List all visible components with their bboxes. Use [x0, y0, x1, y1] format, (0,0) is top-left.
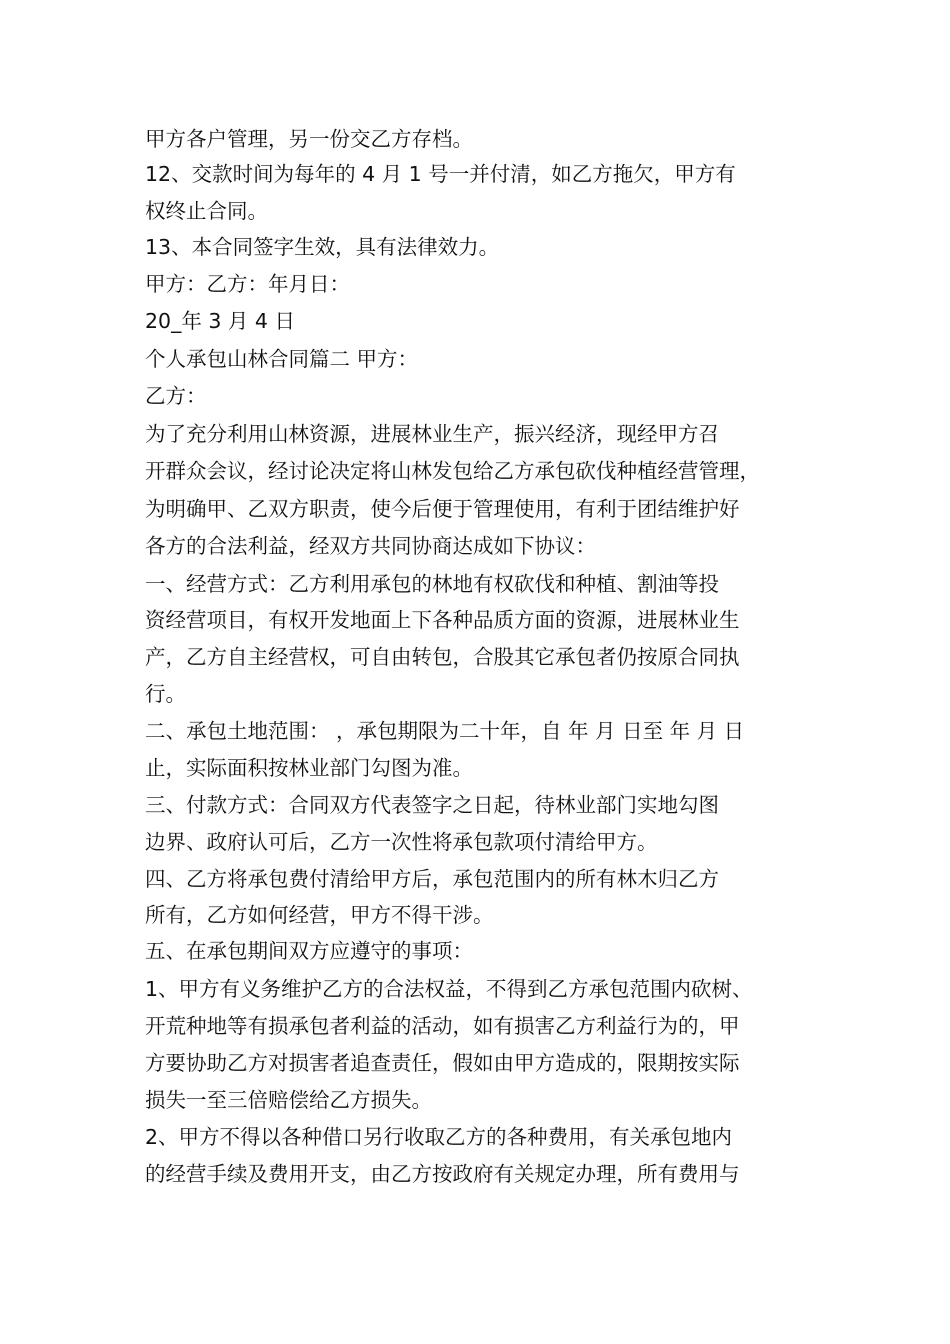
- text-line: 的经营手续及费用开支，由乙方按政府有关规定办理，所有费用与: [145, 1162, 740, 1186]
- text-line: 方要协助乙方对损害者追查责任，假如由甲方造成的，限期按实际: [145, 1051, 740, 1075]
- text-line: 行。: [145, 682, 186, 706]
- text-line: 各方的合法利益，经双方共同协商达成如下协议：: [145, 534, 596, 558]
- text-line: 20_年 3 月 4 日: [145, 309, 295, 333]
- text-line: 权终止合同。: [145, 199, 268, 223]
- text-line: 五、在承包期间双方应遵守的事项：: [145, 939, 473, 963]
- text-line: 二、承包土地范围： ，承包期限为二十年，自 年 月 日至 年 月 日: [145, 719, 745, 743]
- text-line: 为了充分利用山林资源，进展林业生产，振兴经济，现经甲方召: [145, 422, 719, 446]
- text-line: 13、本合同签字生效，具有法律效力。: [145, 235, 500, 259]
- text-line: 开荒种地等有损承包者利益的活动，如有损害乙方利益行为的，甲: [145, 1014, 740, 1038]
- text-line: 四、乙方将承包费付清给甲方后，承包范围内的所有林木归乙方: [145, 867, 719, 891]
- text-line: 边界、政府认可后，乙方一次性将承包款项付清给甲方。: [145, 830, 658, 854]
- text-line: 三、付款方式：合同双方代表签字之日起，待林业部门实地勾图: [145, 793, 719, 817]
- text-line: 止，实际面积按林业部门勾图为准。: [145, 756, 473, 780]
- text-line: 乙方：: [145, 384, 207, 408]
- text-line: 为明确甲、乙双方职责，使今后便于管理使用，有利于团结维护好: [145, 497, 740, 521]
- text-line: 损失一至三倍赔偿给乙方损失。: [145, 1088, 432, 1112]
- text-line: 所有，乙方如何经营，甲方不得干涉。: [145, 903, 494, 927]
- text-line: 甲方各户管理，另一份交乙方存档。: [145, 127, 473, 151]
- text-line: 甲方：乙方：年月日：: [145, 272, 350, 296]
- text-line: 1、甲方有义务维护乙方的合法权益，不得到乙方承包范围内砍树、: [145, 977, 753, 1001]
- section-title: 个人承包山林合同篇二 甲方：: [145, 347, 419, 371]
- text-line: 一、经营方式：乙方利用承包的林地有权砍伐和种植、割油等投: [145, 572, 719, 596]
- text-line: 资经营项目，有权开发地面上下各种品质方面的资源，进展林业生: [145, 608, 740, 632]
- text-line: 开群众会议，经讨论决定将山林发包给乙方承包砍伐种植经营管理，: [145, 459, 760, 483]
- text-line: 产，乙方自主经营权，可自由转包，合股其它承包者仍按原合同执: [145, 645, 740, 669]
- text-line: 12、交款时间为每年的 4 月 1 号一并付清，如乙方拖欠，甲方有: [145, 162, 736, 186]
- text-line: 2、甲方不得以各种借口另行收取乙方的各种费用，有关承包地内: [145, 1125, 733, 1149]
